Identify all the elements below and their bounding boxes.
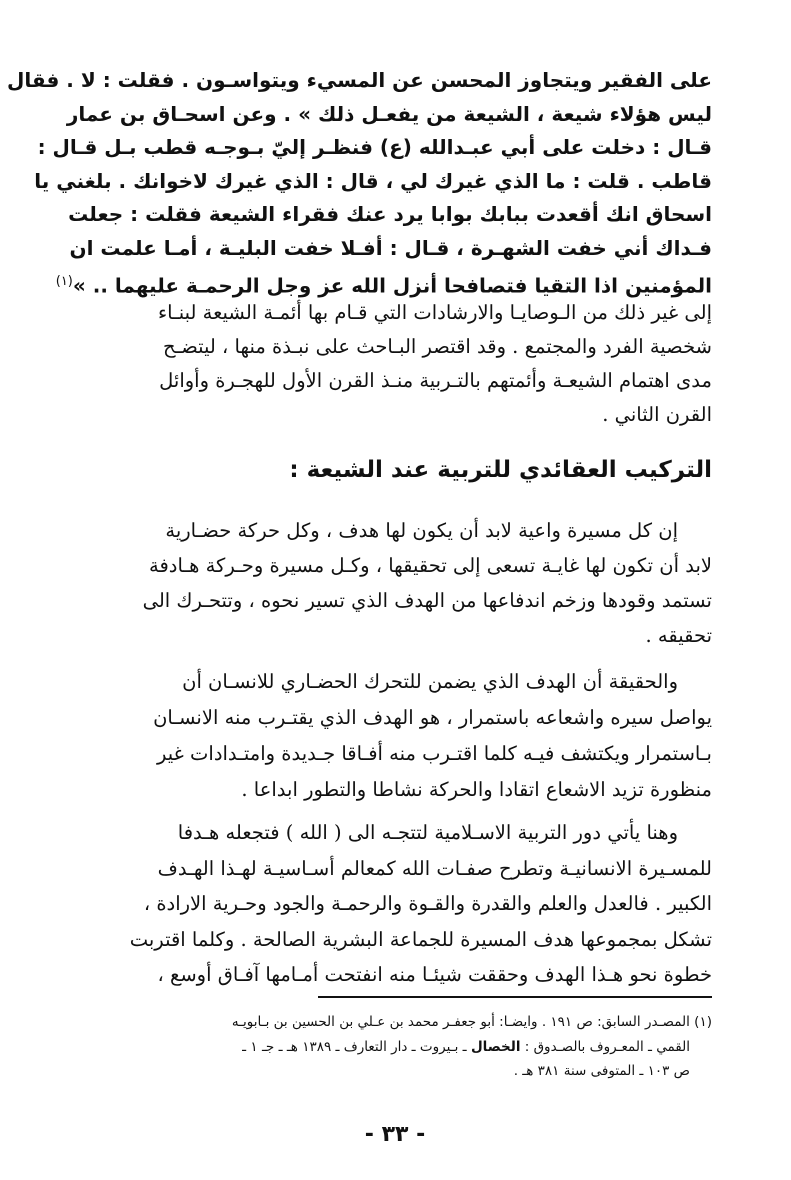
- paragraph-line: تحقيقه .: [645, 624, 712, 647]
- footnote-text: ـ بـيروت ـ دار التعارف ـ ١٣٨٩ هـ ـ جـ ١ ـ: [242, 1038, 471, 1055]
- quote-line: قـال : دخلت على أبي عبـدالله (ع) فنظـر إليّ بـوجـه قطب بـل قـال :: [37, 135, 712, 159]
- paragraph-truth: [78, 664, 712, 808]
- paragraph-goal: [78, 513, 712, 653]
- paragraph-line: خطوة نحو هـذا الهدف وحققت شيئـا منه انفتحت أمـامها آفـاق أوسع ،: [157, 963, 712, 986]
- paragraph-line: يواصل سيره واشعاعه باستمرار ، هو الهدف الذي يقتـرب منه الانسـان: [153, 706, 712, 729]
- footnote-line: (١) المصـدر السابق: ص ١٩١ . وايضـا: أبو جعفـر محمد بن عـلي بن الحسين بن بـابويـه: [231, 1014, 712, 1030]
- paragraph-islamic-education: [78, 815, 712, 993]
- paragraph-line: لابد أن تكون لها غايـة تسعى إلى تحقيقها ، وكـل مسيرة وحـركة هـادفة: [148, 554, 712, 577]
- intro-paragraph: [78, 296, 712, 432]
- paragraph-line: إن كل مسيرة واعية لابد أن يكون لها هدف ، وكل حركة حضـارية: [165, 519, 678, 542]
- paragraph-line: تشكل بمجموعها هدف المسيرة للجماعة البشرية الصالحة . وكلما اقتربت: [129, 927, 712, 951]
- paragraph-line: إلى غير ذلك من الـوصايـا والارشادات التي قـام بها أئمـة الشيعة لبنـاء: [157, 301, 712, 324]
- paragraph-line: منظورة تزيد الاشعاع اتقادا والحركة نشاطا والتطور ابداعا .: [241, 778, 712, 801]
- quote-line: قاطب . قلت : ما الذي غيرك لي ، قال : الذي غيرك لاخوانك . بلغني يا: [34, 168, 712, 193]
- footnote-reference: (١): [55, 274, 73, 289]
- section-heading: التركيب العقائدي للتربية عند الشيعة :: [289, 457, 712, 483]
- quote-line: فـداك أني خفت الشهـرة ، قـال : أفـلا خفت البليـة ، أمـا علمت ان: [69, 235, 712, 260]
- footnote-line: ص ١٠٣ ـ المتوفى سنة ٣٨١ هـ .: [513, 1063, 690, 1079]
- quote-line: ليس هؤلاء شيعة ، الشيعة من يفعـل ذلك » . وعن اسحـاق بن عمار: [66, 101, 712, 126]
- page-number: - ٣٣ -: [364, 1122, 426, 1147]
- footnote: [78, 1010, 712, 1084]
- quote-line: على الفقير ويتجاوز المحسن عن المسيء ويتواسـون . فقلت : لا . فقال: [6, 68, 712, 92]
- footnote-book-title: الخصال: [470, 1038, 521, 1055]
- hadith-quote-block: [6, 64, 712, 303]
- footnote-divider: [318, 996, 712, 998]
- paragraph-line: للمسـيرة الانسانيـة وتطرح صفـات الله كمعالم أسـاسيـة لهـذا الهـدف: [157, 856, 712, 880]
- quote-last-line-text: المؤمنين اذا التقيا فتصافحا أنزل الله عز وجل الرحمـة عليهما .. »: [72, 273, 712, 298]
- footnote-line: [78, 1035, 712, 1060]
- paragraph-line: وهنا يأتي دور التربية الاسـلامية لتتجـه الى ( الله ) فتجعله هـدفا: [177, 821, 678, 844]
- paragraph-line: بـاستمرار ويكتشف فيـه كلما اقتـرب منه أفـاقا جـديدة وامتـدادات غير: [157, 742, 712, 765]
- quote-line: اسحاق انك أقعدت ببابك بوابا يرد عنك فقراء الشيعة فقلت : جعلت: [68, 202, 712, 226]
- paragraph-line: الكبير . فالعدل والعلم والقدرة والقـوة والرحمـة والجود وحـرية الارادة ،: [143, 892, 712, 915]
- paragraph-line: تستمد وقودها وزخم اندفاعها من الهدف الذي تسير نحوه ، وتتحـرك الى: [142, 589, 712, 612]
- footnote-text: القمي ـ المعـروف بالصـدوق :: [520, 1038, 690, 1055]
- paragraph-line: والحقيقة أن الهدف الذي يضمن للتحرك الحضـاري للانسـان أن: [182, 670, 678, 693]
- paragraph-line: القرن الثاني .: [602, 403, 712, 426]
- paragraph-line: مدى اهتمام الشيعـة وأئمتهم بالتـربية منـذ القرن الأول للهجـرة وأوائل: [159, 369, 712, 392]
- paragraph-line: شخصية الفرد والمجتمع . وقد اقتصر البـاحث على نبـذة منها ، ليتضـح: [162, 335, 712, 358]
